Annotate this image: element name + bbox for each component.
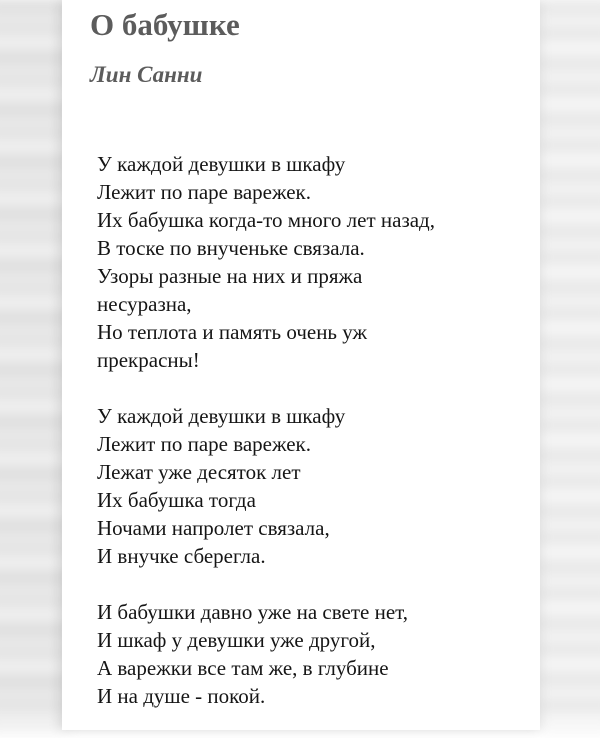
- poem-line: Лежат уже десяток лет: [97, 460, 301, 484]
- poem-line: Их бабушка тогда: [97, 488, 256, 512]
- poem-line: прекрасны!: [97, 348, 200, 372]
- poem-line: Ночами напролет связала,: [97, 516, 330, 540]
- poem-title: О бабушке: [90, 7, 240, 42]
- poem-author: Лин Санни: [90, 62, 203, 87]
- poem-line: У каждой девушки в шкафу: [97, 404, 346, 428]
- poem-line: Но теплота и память очень уж: [97, 320, 367, 344]
- poem-line: Их бабушка когда-то много лет назад,: [97, 208, 435, 232]
- poem-line: А варежки все там же, в глубине: [97, 656, 389, 680]
- poem-line: И на душе - покой.: [97, 684, 266, 708]
- poem-line: И шкаф у девушки уже другой,: [97, 628, 376, 652]
- poem-line: В тоске по внученьке связала.: [97, 236, 365, 260]
- poem-line: Лежит по паре варежек.: [97, 180, 311, 204]
- poem-line: Лежит по паре варежек.: [97, 432, 311, 456]
- poem-line: И бабушки давно уже на свете нет,: [97, 600, 409, 624]
- document-page: [62, 0, 540, 730]
- stanza: [97, 150, 527, 374]
- stanza: [97, 402, 527, 570]
- blurred-background-right: [538, 0, 600, 730]
- poem-line: несуразна,: [97, 292, 192, 316]
- poem-body: [97, 150, 527, 738]
- poem-line: Узоры разные на них и пряжа: [97, 264, 363, 288]
- blurred-background-left: [0, 0, 68, 730]
- poem-line: И внучке сберегла.: [97, 544, 266, 568]
- poem-line: У каждой девушки в шкафу: [97, 152, 346, 176]
- stanza: [97, 598, 527, 710]
